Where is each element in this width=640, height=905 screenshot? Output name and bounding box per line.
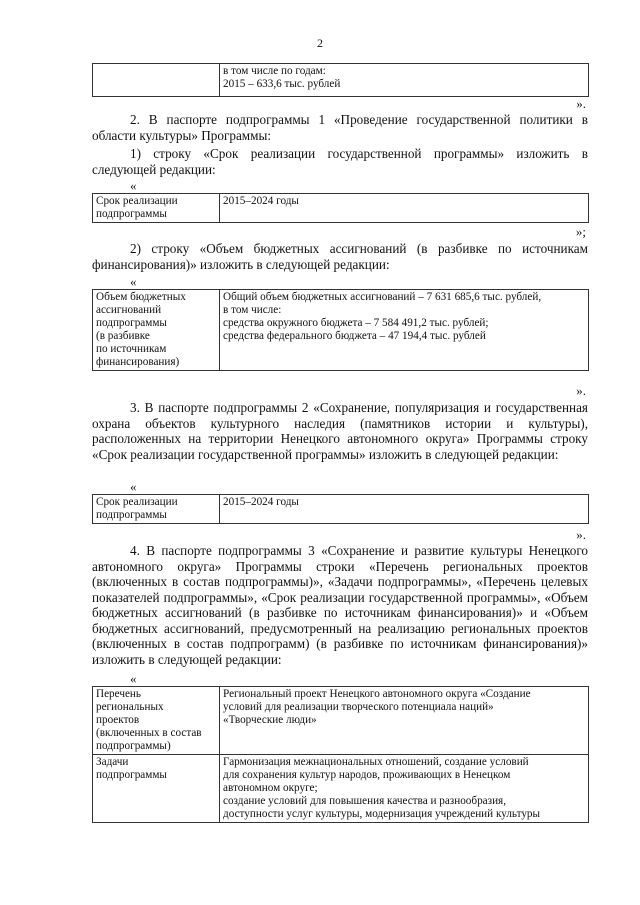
label-line: Объем бюджетных [96, 291, 186, 303]
table-row [93, 64, 589, 97]
table-cell-label [93, 290, 220, 371]
value-line: для сохранения культур народов, проживающих в Ненецком [223, 769, 511, 781]
value-line: в том числе по годам: [223, 65, 326, 77]
closing-quote: »; [575, 224, 586, 239]
table-cell-value [220, 290, 589, 371]
value-line: «Творческие люди» [223, 714, 317, 726]
table-row [93, 495, 589, 524]
label-line: подпрограммы [96, 769, 167, 781]
value-line: доступности услуг культуры, модернизация учреждений культуры [223, 808, 541, 820]
opening-quote: « [130, 671, 137, 686]
table-row [93, 290, 589, 371]
value-line: создание условий для повышения качества и разнообразия, [223, 795, 506, 807]
table-row [93, 755, 589, 823]
label-line: Срок реализации [96, 496, 178, 508]
value-line: средства окружного бюджета – 7 584 491,2 тыс. рублей; [223, 317, 489, 329]
budget-by-years-table [92, 63, 589, 97]
label-line: региональных [96, 701, 164, 713]
label-line: ассигнований [96, 304, 162, 316]
table-cell-label [93, 687, 220, 755]
closing-quote: ». [576, 383, 586, 398]
paragraph-2-2: 2) строку «Объем бюджетных ассигнований (в разбивке по источникам финансирования)» изложить в следующей редакции: [92, 241, 588, 272]
value-line: условий для реализации творческого потенциала наций» [223, 701, 494, 713]
label-line: (включенных в состав [96, 727, 202, 739]
paragraph-2-1: 1) строку «Срок реализации государственной программы» изложить в следующей редакции: [92, 146, 588, 177]
table-cell-label [93, 755, 220, 823]
closing-quote: ». [576, 96, 586, 111]
paragraph-4: 4. В паспорте подпрограммы 3 «Сохранение и развитие культуры Ненецкого автономного округа» Программы строки «Перечень региональных проектов (включенных в состав подпрограммы)», «Задачи подпрограммы», «Перечень целевых показателей подпрограммы», «Срок реализации государственной программы», «Объем бюджетных ассигнований (в разбивке по источникам финансирования)» и «Объем бюджетных ассигнований, предусмотренный на реализацию региональных проектов (включенных в состав подпрограмм) (в разбивке по источникам финансирования)» изложить в следующей редакции: [92, 543, 588, 667]
label-line: Перечень [96, 688, 142, 700]
label-line: подпрограммы) [96, 740, 171, 752]
label-line: Задачи [96, 756, 129, 768]
table-cell-label [93, 194, 220, 223]
opening-quote: « [130, 274, 137, 289]
value-line: Общий объем бюджетных ассигнований – 7 631 685,6 тыс. рублей, [223, 291, 542, 303]
opening-quote: « [130, 178, 137, 193]
table-cell-value: 2015–2024 годы [220, 495, 589, 524]
label-line: подпрограммы [96, 208, 167, 220]
label-line: подпрограммы [96, 509, 167, 521]
paragraph-2: 2. В паспорте подпрограммы 1 «Проведение государственной политики в области культуры» Программы: [92, 112, 588, 143]
table-cell-value [220, 687, 589, 755]
table-cell-empty [93, 64, 220, 97]
table-row [93, 687, 589, 755]
value-line: в том числе: [223, 304, 282, 316]
closing-quote: ». [576, 527, 586, 542]
page-number: 2 [317, 36, 323, 50]
table-cell-value [220, 755, 589, 823]
term-table-1 [92, 193, 589, 223]
value-line: Региональный проект Ненецкого автономного округа «Создание [223, 688, 531, 700]
value-line: средства федерального бюджета – 47 194,4 тыс. рублей [223, 330, 486, 342]
label-line: проектов [96, 714, 140, 726]
table-cell-value: 2015–2024 годы [220, 194, 589, 223]
opening-quote: « [130, 479, 137, 494]
paragraph-3: 3. В паспорте подпрограммы 2 «Сохранение, популяризация и государственная охрана объектов культурного наследия (памятников истории и культуры), расположенных на территории Ненецкого автономного округа» Программы строку «Срок реализации государственной программы» изложить в следующей редакции: [92, 400, 588, 462]
label-line: по источникам [96, 343, 167, 355]
label-line: подпрограммы [96, 317, 167, 329]
label-line: (в разбивке [96, 330, 150, 342]
value-line: Гармонизация межнациональных отношений, создание условий [223, 756, 529, 768]
table-cell-label [93, 495, 220, 524]
budget-table-1 [92, 289, 589, 371]
term-table-2 [92, 494, 589, 524]
value-line: 2015 – 633,6 тыс. рублей [223, 78, 341, 90]
subprogram-3-table [92, 686, 589, 823]
table-row [93, 194, 589, 223]
label-line: Срок реализации [96, 195, 178, 207]
table-cell-value [220, 64, 589, 97]
label-line: финансирования) [96, 356, 180, 368]
value-line: автономном округе; [223, 782, 318, 794]
